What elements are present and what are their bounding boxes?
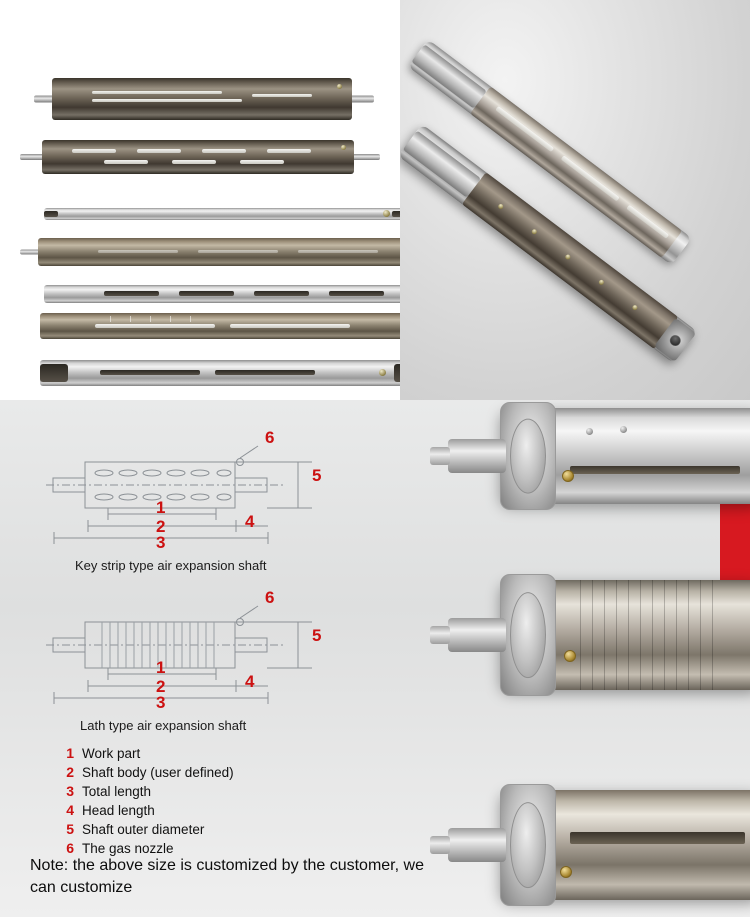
shaft-tick bbox=[190, 316, 191, 322]
closeup-shaft-2 bbox=[500, 580, 750, 690]
shaft-slot bbox=[137, 149, 181, 153]
shaft-end-cap bbox=[40, 364, 68, 382]
shaft-slot bbox=[252, 94, 312, 97]
callout-2: 2 bbox=[156, 677, 166, 696]
closeup-shaft-3 bbox=[500, 790, 750, 900]
shaft-rib bbox=[580, 580, 581, 690]
shaft-spigot bbox=[448, 618, 506, 652]
shaft-end-disc bbox=[510, 419, 546, 494]
shaft-photo-3 bbox=[44, 208, 414, 220]
callout-1: 1 bbox=[156, 498, 166, 517]
shaft-rib bbox=[712, 580, 713, 690]
callout-4: 4 bbox=[245, 672, 255, 691]
callout-6: 6 bbox=[265, 588, 275, 607]
shaft-slot bbox=[98, 250, 178, 253]
shaft-rib bbox=[640, 580, 641, 690]
gas-nozzle-dot bbox=[337, 84, 342, 89]
shaft-rib bbox=[652, 580, 653, 690]
closeup-photo-group bbox=[420, 400, 750, 917]
diagonal-shaft-photo bbox=[400, 0, 750, 400]
shaft-photo-7 bbox=[40, 360, 430, 386]
diagram-key-strip-type bbox=[40, 428, 340, 573]
shaft-slot bbox=[104, 291, 159, 296]
callout-2: 2 bbox=[156, 517, 166, 536]
shaft-body bbox=[462, 172, 679, 349]
shaft-slot bbox=[202, 149, 246, 153]
legend-item bbox=[52, 802, 312, 821]
brass-nozzle bbox=[560, 866, 572, 878]
shaft-slot bbox=[230, 324, 350, 328]
legend-number: 4 bbox=[66, 802, 74, 818]
callout-5: 5 bbox=[312, 626, 322, 645]
gas-nozzle-dot bbox=[497, 203, 504, 210]
screw bbox=[586, 428, 593, 435]
spec-diagram-panel bbox=[0, 400, 750, 917]
legend-item bbox=[52, 783, 312, 802]
shaft-photo-1 bbox=[52, 78, 352, 120]
legend-label: Work part bbox=[82, 746, 141, 761]
top-photo-panel bbox=[0, 0, 750, 400]
closeup-shaft-1 bbox=[500, 408, 750, 504]
shaft-slot bbox=[198, 250, 278, 253]
shaft-slot bbox=[172, 160, 216, 164]
gas-nozzle-dot bbox=[383, 210, 390, 217]
shaft-photo-2 bbox=[42, 140, 354, 174]
shaft-rib bbox=[592, 580, 593, 690]
legend-label: Head length bbox=[82, 803, 155, 818]
shaft-tick bbox=[170, 316, 171, 322]
shaft-body bbox=[42, 140, 354, 174]
gas-nozzle-dot bbox=[598, 279, 605, 286]
shaft-slot bbox=[104, 160, 148, 164]
shaft-slot bbox=[561, 155, 620, 201]
shaft-end-disc bbox=[510, 802, 546, 888]
legend-item bbox=[52, 745, 312, 764]
shaft-slot bbox=[495, 106, 554, 152]
shaft-rib bbox=[628, 580, 629, 690]
gas-nozzle-dot bbox=[531, 228, 538, 235]
gas-nozzle-dot bbox=[341, 145, 346, 150]
callout-3: 3 bbox=[156, 533, 166, 552]
shaft-journal bbox=[403, 130, 481, 197]
shaft-slot bbox=[240, 160, 284, 164]
shaft-end-right bbox=[350, 96, 374, 103]
diagram-lath-type bbox=[40, 588, 340, 733]
legend-label: Shaft body (user defined) bbox=[82, 765, 234, 780]
diagram-caption-lath: Lath type air expansion shaft bbox=[80, 718, 247, 733]
shaft-slot bbox=[72, 149, 116, 153]
shaft-body bbox=[40, 360, 430, 386]
shaft-body bbox=[44, 285, 420, 303]
shaft-slot bbox=[298, 250, 378, 253]
legend-number: 5 bbox=[66, 821, 74, 837]
shaft-tick bbox=[150, 316, 151, 322]
legend-number: 6 bbox=[66, 840, 74, 856]
shaft-slot bbox=[44, 211, 58, 217]
legend-item bbox=[52, 821, 312, 840]
shaft-end-disc bbox=[510, 592, 546, 678]
shaft-rib bbox=[664, 580, 665, 690]
callout-6: 6 bbox=[265, 428, 275, 447]
legend-label: Total length bbox=[82, 784, 152, 799]
shaft-photo-5 bbox=[44, 285, 420, 303]
shaft-tick bbox=[130, 316, 131, 322]
callout-3: 3 bbox=[156, 693, 166, 712]
shaft-keystrip bbox=[570, 832, 745, 844]
shaft-end-right bbox=[352, 154, 380, 160]
shaft-photo-4 bbox=[38, 238, 416, 266]
shaft-rib bbox=[604, 580, 605, 690]
customization-note: Note: the above size is customized by the customer, we can customize bbox=[30, 857, 424, 896]
shaft-end-left bbox=[20, 154, 44, 160]
shaft-body bbox=[38, 238, 416, 266]
gas-nozzle-hole bbox=[668, 333, 683, 348]
legend-number: 3 bbox=[66, 783, 74, 799]
shaft-end-left bbox=[20, 250, 40, 255]
legend-label: The gas nozzle bbox=[82, 841, 174, 856]
legend-item bbox=[52, 764, 312, 783]
shaft-rib bbox=[676, 580, 677, 690]
shaft-slot bbox=[92, 91, 222, 94]
shaft-slot bbox=[254, 291, 309, 296]
callout-4: 4 bbox=[245, 512, 255, 531]
shaft-slot bbox=[179, 291, 234, 296]
diagram-key-strip-svg bbox=[40, 440, 340, 570]
legend-number: 2 bbox=[66, 764, 74, 780]
diagram-caption-key-strip: Key strip type air expansion shaft bbox=[75, 558, 267, 573]
shaft-spigot bbox=[448, 828, 506, 862]
brass-nozzle bbox=[564, 650, 576, 662]
diagram-lath-svg bbox=[40, 600, 340, 730]
shaft-slot bbox=[329, 291, 384, 296]
shaft-tick bbox=[110, 316, 111, 322]
shaft-journal bbox=[411, 44, 487, 109]
shaft-keystrip bbox=[570, 466, 740, 474]
shaft-end-left bbox=[34, 96, 54, 103]
shaft-slot bbox=[267, 149, 311, 153]
shaft-slot bbox=[95, 324, 215, 328]
shaft-slot bbox=[92, 99, 242, 102]
shaft-spigot bbox=[448, 439, 506, 473]
shaft-rib bbox=[688, 580, 689, 690]
shaft-body bbox=[44, 208, 414, 220]
shaft-body bbox=[52, 78, 352, 120]
legend-number: 1 bbox=[66, 745, 74, 761]
gas-nozzle-dot bbox=[564, 254, 571, 261]
legend-list bbox=[52, 745, 312, 859]
gas-nozzle-dot bbox=[379, 369, 386, 376]
shaft-slot bbox=[626, 205, 669, 239]
shaft-slot bbox=[100, 370, 200, 375]
brass-nozzle bbox=[562, 470, 574, 482]
screw bbox=[620, 426, 627, 433]
shaft-photo-6 bbox=[40, 313, 432, 339]
shaft-group-horizontal bbox=[0, 0, 420, 400]
shaft-body bbox=[40, 313, 432, 339]
callout-1: 1 bbox=[156, 658, 166, 677]
shaft-slot bbox=[215, 370, 315, 375]
callout-5: 5 bbox=[312, 466, 322, 485]
shaft-rib bbox=[700, 580, 701, 690]
gas-nozzle-dot bbox=[631, 304, 638, 311]
legend-label: Shaft outer diameter bbox=[82, 822, 205, 837]
shaft-rib bbox=[616, 580, 617, 690]
